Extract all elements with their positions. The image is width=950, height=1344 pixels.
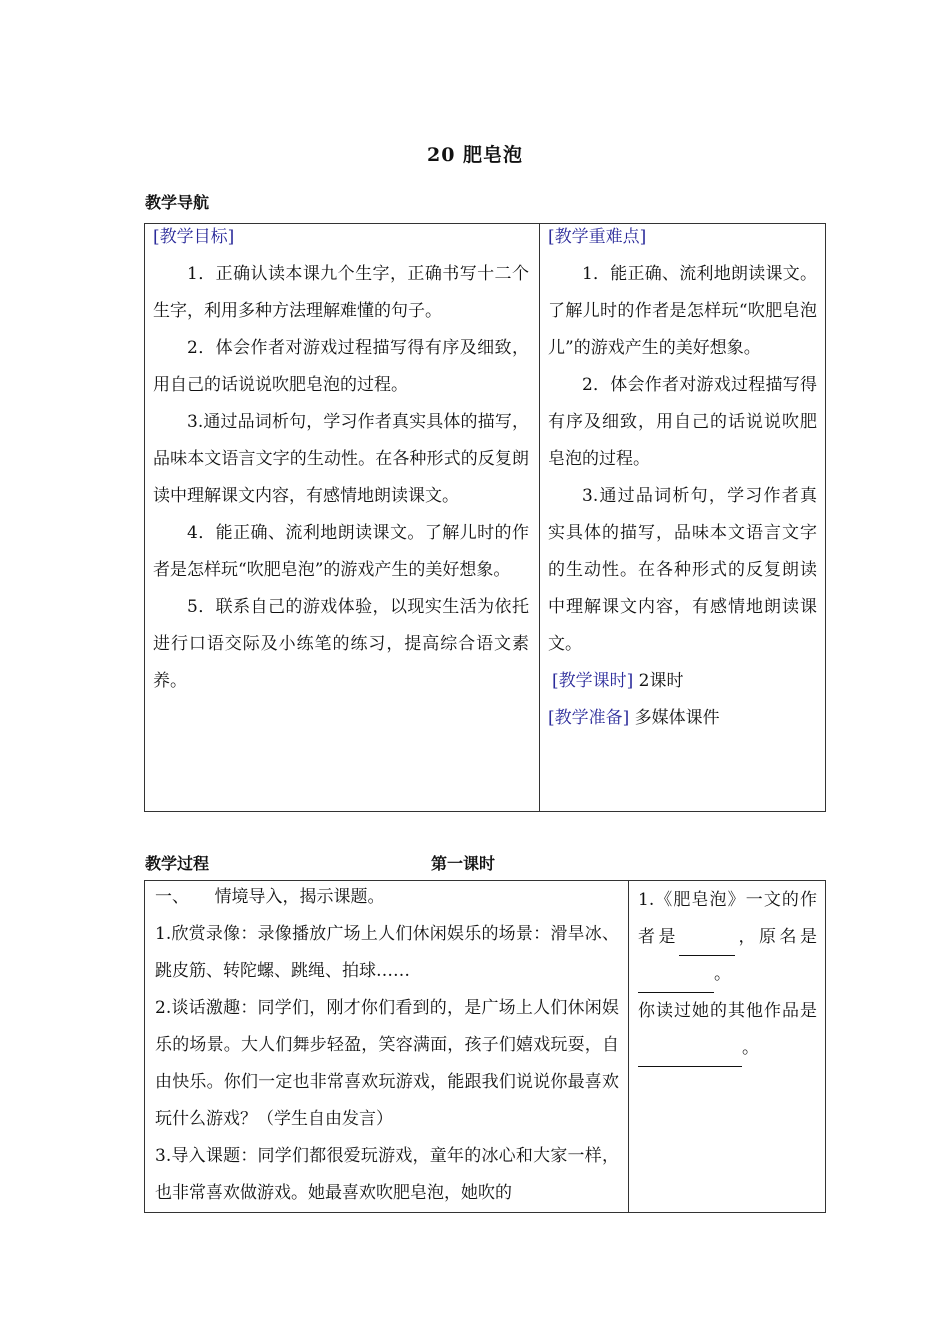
teaching-nav-table	[144, 223, 826, 812]
real-name-blank[interactable]	[638, 970, 714, 993]
works-question: 你读过她的其他作品是。	[638, 993, 817, 1067]
period-heading: 第一课时	[431, 854, 496, 873]
process-heading: 教学过程	[145, 854, 210, 873]
class-hours-tag: [教学课时]	[552, 671, 634, 691]
objective-item: 2．体会作者对游戏过程描写得有序及细致，用自己的话说说吹肥皂泡的过程。	[153, 338, 529, 395]
works-blank[interactable]	[638, 1044, 742, 1067]
author-question: 1.《肥皂泡》一文的作者是 ，原名是。	[638, 882, 817, 993]
class-hours-value: 2课时	[638, 671, 684, 691]
teaching-process-table	[144, 880, 826, 1213]
objective-item: 1．正确认读本课九个生字，正确书写十二个生字，利用多种方法理解难懂的句子。	[153, 264, 529, 321]
key-point-item: 3.通过品词析句，学习作者真实具体的描写，品味本文语言文字的生动性。在各种形式的反复朗读中理解课文内容，有感情地朗读课文。	[548, 486, 817, 654]
objectives-tag: [教学目标]	[153, 227, 235, 247]
exercise-cell	[629, 881, 826, 1213]
preparation-tag: [教学准备]	[548, 708, 630, 728]
process-step: 1.欣赏录像：录像播放广场上人们休闲娱乐的场景：滑旱冰、跳皮筋、转陀螺、跳绳、拍球……	[155, 924, 619, 981]
process-step: 3.导入课题：同学们都很爱玩游戏，童年的冰心和大家一样，也非常喜欢做游戏。她最喜欢吹肥皂泡，她吹的	[155, 1146, 619, 1203]
key-point-item: 1．能正确、流利地朗读课文。了解儿时的作者是怎样玩“吹肥皂泡儿”的游戏产生的美好想象。	[548, 264, 817, 358]
objective-item: 5．联系自己的游戏体验，以现实生活为依托进行口语交际及小练笔的练习，提高综合语文素养。	[153, 597, 529, 691]
objectives-cell	[145, 224, 540, 812]
process-step: 一、 情境导入，揭示课题。	[155, 887, 385, 907]
process-step: 2.谈话激趣：同学们，刚才你们看到的，是广场上人们休闲娱乐的场景。大人们舞步轻盈，笑容满面，孩子们嬉戏玩耍，自由快乐。你们一定也非常喜欢玩游戏，能跟我们说说你最喜欢玩什么游戏？（学生自由发言）	[155, 998, 619, 1129]
key-points-cell	[540, 224, 826, 812]
author-blank[interactable]	[679, 933, 735, 956]
preparation-line	[548, 700, 817, 737]
page-title: 20 肥皂泡	[426, 144, 524, 166]
objective-item: 4．能正确、流利地朗读课文。了解儿时的作者是怎样玩“吹肥皂泡”的游戏产生的美好想象。	[153, 523, 529, 580]
objective-item: 3.通过品词析句，学习作者真实具体的描写，品味本文语言文字的生动性。在各种形式的反复朗读中理解课文内容，有感情地朗读课文。	[153, 412, 529, 506]
key-point-item: 2．体会作者对游戏过程描写得有序及细致，用自己的话说说吹肥皂泡的过程。	[548, 375, 817, 469]
key-points-tag: [教学重难点]	[548, 227, 647, 247]
process-cell	[145, 881, 629, 1213]
class-hours-line	[548, 663, 817, 700]
preparation-value: 多媒体课件	[634, 708, 720, 728]
nav-heading: 教学导航	[145, 193, 210, 212]
